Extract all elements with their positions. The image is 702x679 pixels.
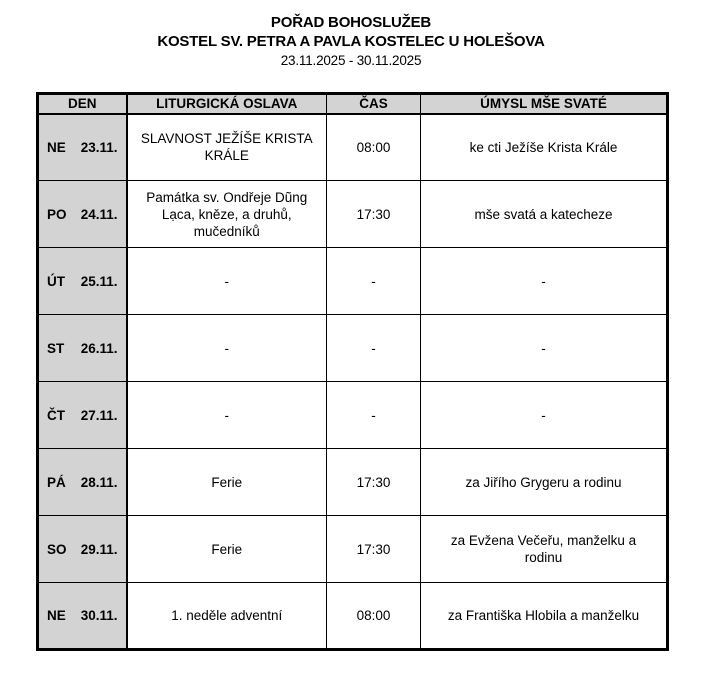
day-date: 30.11.: [80, 608, 118, 623]
column-header-feast-label: LITURGICKÁ OSLAVA: [156, 96, 298, 112]
document-header: [0, 0, 702, 70]
column-header-intention: [421, 94, 668, 114]
day-cell: [38, 516, 127, 583]
time-cell: -: [327, 248, 421, 315]
day-wrap: [40, 475, 125, 490]
feast-cell: Ferie: [127, 449, 327, 516]
document-title: POŘAD BOHOSLUŽEB: [270, 14, 432, 31]
day-date: 25.11.: [80, 273, 118, 289]
day-cell: [38, 315, 127, 382]
day-date: 29.11.: [80, 541, 118, 557]
feast-cell: Památka sv. Ondřeje Dũng Lạca, kněze, a druhů, mučedníků: [127, 181, 327, 248]
table-row: [38, 382, 668, 449]
day-wrap: [40, 274, 125, 289]
date-range: 23.11.2025 - 30.11.2025: [280, 53, 422, 68]
day-abbrev: PO: [47, 206, 67, 222]
table-header-row: [38, 94, 668, 114]
feast-cell: -: [127, 248, 327, 315]
column-header-feast: [127, 94, 327, 114]
intention-cell: -: [421, 315, 668, 382]
column-header-day: [38, 94, 127, 114]
day-cell: [38, 382, 127, 449]
table-row: [38, 315, 668, 382]
time-cell: 08:00: [327, 583, 421, 650]
day-abbrev: NE: [47, 139, 66, 155]
day-abbrev: ÚT: [47, 273, 65, 289]
table-row: [38, 449, 668, 516]
church-name: KOSTEL SV. PETRA A PAVLA KOSTELEC U HOLEŠOVA: [157, 33, 545, 50]
day-wrap: [40, 408, 125, 423]
table-row: [38, 181, 668, 248]
intention-cell: ke cti Ježíše Krista Krále: [421, 114, 668, 181]
day-cell: [38, 248, 127, 315]
day-date: 26.11.: [80, 340, 118, 356]
day-abbrev: ST: [47, 340, 65, 356]
intention-cell: za Františka Hlobila a manželku: [421, 583, 668, 650]
day-date: 28.11.: [80, 474, 118, 490]
day-abbrev: PÁ: [47, 474, 66, 490]
schedule-body: [38, 114, 668, 650]
column-header-day-label: DEN: [67, 96, 97, 112]
day-abbrev: SO: [47, 541, 67, 557]
table-row: [38, 248, 668, 315]
time-cell: 17:30: [327, 181, 421, 248]
day-wrap: [40, 341, 125, 356]
intention-cell: -: [421, 382, 668, 449]
day-abbrev: ČT: [47, 407, 65, 423]
day-wrap: [40, 542, 125, 557]
intention-cell: za Evžena Večeřu, manželku a rodinu: [421, 516, 668, 583]
intention-cell: -: [421, 248, 668, 315]
feast-cell: 1. neděle adventní: [127, 583, 327, 650]
table-row: [38, 114, 668, 181]
feast-cell: SLAVNOST JEŽÍŠE KRISTA KRÁLE: [127, 114, 327, 181]
time-cell: -: [327, 315, 421, 382]
intention-cell: za Jiřího Grygeru a rodinu: [421, 449, 668, 516]
day-date: 23.11.: [80, 139, 118, 155]
day-date: 27.11.: [80, 407, 118, 423]
time-cell: 08:00: [327, 114, 421, 181]
feast-cell: -: [127, 315, 327, 382]
day-wrap: [40, 140, 125, 155]
time-cell: 17:30: [327, 449, 421, 516]
day-cell: [38, 449, 127, 516]
column-header-time-label: ČAS: [359, 96, 388, 112]
day-wrap: [40, 207, 125, 222]
day-abbrev: NE: [47, 608, 66, 623]
schedule-table: [36, 92, 669, 651]
table-row: [38, 516, 668, 583]
day-cell: [38, 181, 127, 248]
time-cell: -: [327, 382, 421, 449]
time-cell: 17:30: [327, 516, 421, 583]
column-header-time: [327, 94, 421, 114]
column-header-intention-label: ÚMYSL MŠE SVATÉ: [480, 96, 607, 112]
day-cell: [38, 583, 127, 650]
feast-cell: -: [127, 382, 327, 449]
feast-cell: Ferie: [127, 516, 327, 583]
day-cell: [38, 114, 127, 181]
day-wrap: [40, 608, 125, 623]
table-row: [38, 583, 668, 650]
day-date: 24.11.: [80, 206, 118, 222]
intention-cell: mše svatá a katecheze: [421, 181, 668, 248]
